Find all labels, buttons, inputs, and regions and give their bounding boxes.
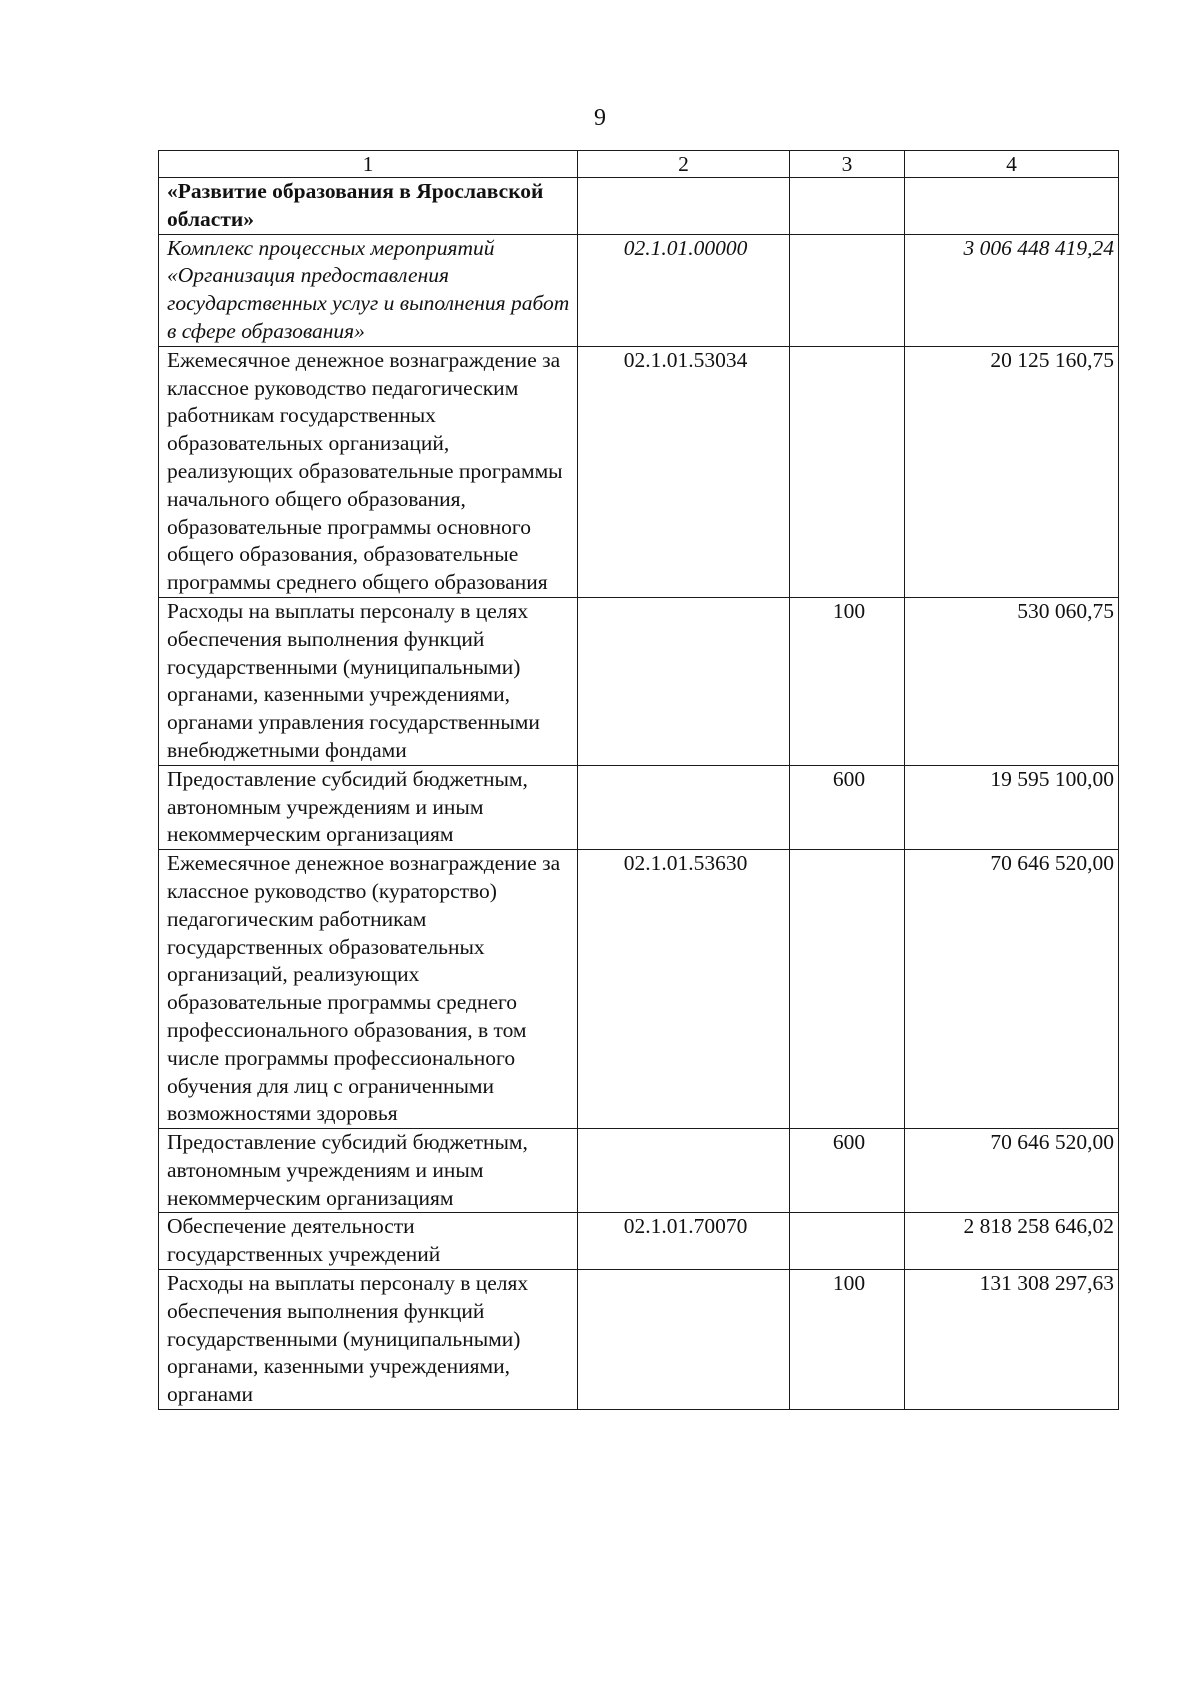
table-row bbox=[159, 1270, 1119, 1410]
row-sum: 3 006 448 419,24 bbox=[905, 234, 1119, 346]
row-name: Предоставление субсидий бюджетным, автономным учреждениям и иным некоммерческим организациям bbox=[159, 1129, 578, 1213]
row-kind: 100 bbox=[790, 1270, 905, 1410]
row-code bbox=[578, 178, 790, 235]
table-row bbox=[159, 1129, 1119, 1213]
table-row bbox=[159, 850, 1119, 1129]
table-row bbox=[159, 346, 1119, 597]
row-code bbox=[578, 1129, 790, 1213]
row-sum: 131 308 297,63 bbox=[905, 1270, 1119, 1410]
table-header-row bbox=[159, 151, 1119, 178]
row-sum: 2 818 258 646,02 bbox=[905, 1213, 1119, 1270]
row-kind: 600 bbox=[790, 765, 905, 849]
row-name: Расходы на выплаты персоналу в целях обеспечения выполнения функций государственными (муниципальными) органами, казенными учреждениями, органами bbox=[159, 1270, 578, 1410]
row-sum: 20 125 160,75 bbox=[905, 346, 1119, 597]
row-kind bbox=[790, 850, 905, 1129]
table-row bbox=[159, 597, 1119, 765]
header-col-1: 1 bbox=[159, 151, 578, 178]
table-row bbox=[159, 234, 1119, 346]
row-name: «Развитие образования в Ярославской области» bbox=[159, 178, 578, 235]
row-name: Обеспечение деятельности государственных учреждений bbox=[159, 1213, 578, 1270]
page-number: 9 bbox=[594, 105, 606, 131]
budget-table bbox=[158, 150, 1119, 1410]
table-row bbox=[159, 178, 1119, 235]
row-sum: 70 646 520,00 bbox=[905, 850, 1119, 1129]
row-kind bbox=[790, 178, 905, 235]
row-name: Комплекс процессных мероприятий «Организация предоставления государственных услуг и выполнения работ в сфере образования» bbox=[159, 234, 578, 346]
row-name: Предоставление субсидий бюджетным, автономным учреждениям и иным некоммерческим организациям bbox=[159, 765, 578, 849]
header-col-4: 4 bbox=[905, 151, 1119, 178]
row-sum: 70 646 520,00 bbox=[905, 1129, 1119, 1213]
row-sum: 19 595 100,00 bbox=[905, 765, 1119, 849]
row-name: Ежемесячное денежное вознаграждение за классное руководство педагогическим работникам государственных образовательных организаций, реализующих образовательные программы начального общего образования, образовательные программы основного общего образования, образовательные программы среднего общего образования bbox=[159, 346, 578, 597]
row-code: 02.1.01.53034 bbox=[578, 346, 790, 597]
header-col-2: 2 bbox=[578, 151, 790, 178]
row-code: 02.1.01.00000 bbox=[578, 234, 790, 346]
row-kind bbox=[790, 234, 905, 346]
row-code: 02.1.01.70070 bbox=[578, 1213, 790, 1270]
row-kind: 600 bbox=[790, 1129, 905, 1213]
row-code bbox=[578, 597, 790, 765]
row-name: Расходы на выплаты персоналу в целях обеспечения выполнения функций государственными (муниципальными) органами, казенными учреждениями, органами управления государственными внебюджетными фондами bbox=[159, 597, 578, 765]
row-sum: 530 060,75 bbox=[905, 597, 1119, 765]
table-row bbox=[159, 765, 1119, 849]
table-row bbox=[159, 1213, 1119, 1270]
row-kind bbox=[790, 346, 905, 597]
row-name: Ежемесячное денежное вознаграждение за классное руководство (кураторство) педагогическим работникам государственных образовательных организаций, реализующих образовательные программы среднего профессионального образования, в том числе программы профессионального обучения для лиц с ограниченными возможностями здоровья bbox=[159, 850, 578, 1129]
row-sum bbox=[905, 178, 1119, 235]
header-col-3: 3 bbox=[790, 151, 905, 178]
row-code bbox=[578, 765, 790, 849]
row-code bbox=[578, 1270, 790, 1410]
row-kind bbox=[790, 1213, 905, 1270]
row-kind: 100 bbox=[790, 597, 905, 765]
row-code: 02.1.01.53630 bbox=[578, 850, 790, 1129]
